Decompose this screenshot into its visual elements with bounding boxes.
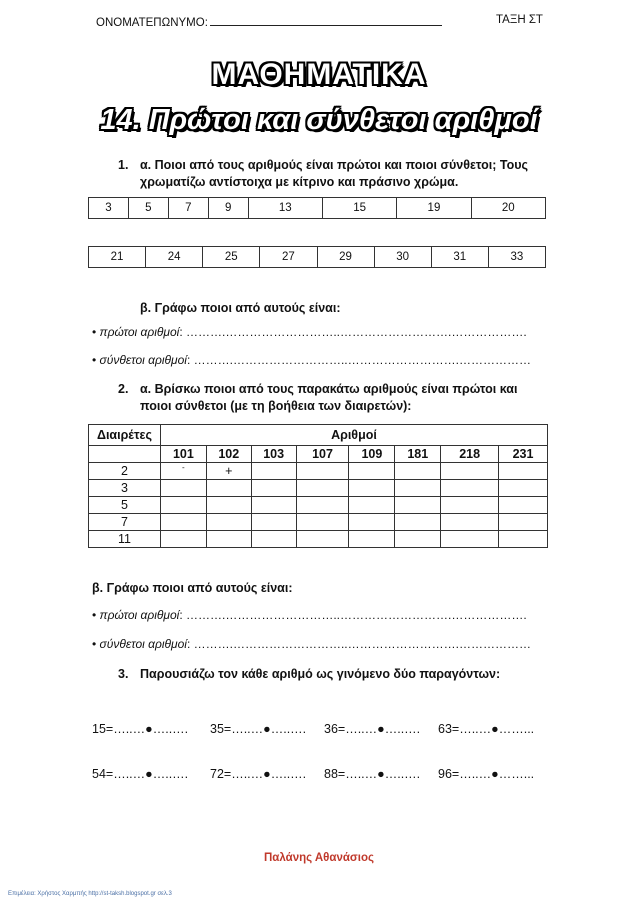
- table-row: [89, 514, 548, 531]
- class-label: ΤΑΞΗ ΣΤ: [496, 14, 543, 26]
- product-left: 63=…..…: [438, 722, 492, 736]
- product-right: ……...: [498, 722, 535, 736]
- q2-composite-line: • σύνθετοι αριθμοί: ……….………………………..……………………….………………: [92, 637, 531, 651]
- product-left: 96=…..…: [438, 767, 492, 781]
- q2-composite-label: σύνθετοι αριθμοί: [99, 637, 187, 651]
- q3-number: 3.: [118, 667, 129, 681]
- product-item[interactable]: 35=…..…●…..….: [210, 722, 307, 736]
- answer-cell[interactable]: [296, 514, 349, 531]
- number-header: 181: [395, 446, 441, 463]
- answer-cell[interactable]: [160, 497, 206, 514]
- q1-cell[interactable]: 24: [146, 247, 203, 268]
- q2-primes-line: • πρώτοι αριθμοί: ……….………………………..……………………….……………….: [92, 608, 527, 622]
- table-row: [89, 531, 548, 548]
- divisor-cell: 3: [89, 480, 161, 497]
- answer-cell[interactable]: [349, 480, 395, 497]
- q3-text: Παρουσιάζω τον κάθε αριθμό ως γινόμενο δύο παραγόντων:: [140, 667, 501, 681]
- product-item[interactable]: 88=…..…●…..….: [324, 767, 421, 781]
- answer-cell[interactable]: [251, 480, 296, 497]
- product-left: 54=…..…: [92, 767, 146, 781]
- answer-cell[interactable]: [395, 497, 441, 514]
- q1-text-line2: χρωματίζω αντίστοιχα με κίτρινο και πράσινο χρώμα.: [140, 175, 459, 189]
- answer-cell[interactable]: [499, 497, 548, 514]
- answer-cell[interactable]: [395, 531, 441, 548]
- q2b-prompt: β. Γράφω ποιοι από αυτούς είναι:: [92, 581, 293, 595]
- answer-cell[interactable]: [441, 480, 499, 497]
- answer-cell[interactable]: [395, 514, 441, 531]
- answer-cell[interactable]: [296, 531, 349, 548]
- q1-number: 1.: [118, 158, 129, 172]
- q1-text-line1: α. Ποιοι από τους αριθμούς είναι πρώτοι και ποιοι σύνθετοι; Τους: [140, 158, 528, 172]
- numbers-header: Αριθμοί: [160, 425, 547, 446]
- product-left: 88=…..…: [324, 767, 378, 781]
- answer-cell[interactable]: +: [206, 463, 251, 480]
- sub-title: 14. Πρώτοι και σύνθετοι αριθμοί: [100, 104, 538, 136]
- product-right: …..….: [270, 722, 307, 736]
- product-item[interactable]: 96=…..…●……...: [438, 767, 535, 781]
- answer-cell[interactable]: [160, 531, 206, 548]
- q2-prompt: [118, 381, 548, 415]
- answer-cell[interactable]: [349, 531, 395, 548]
- author-name: Παλάνης Αθανάσιος: [264, 852, 374, 864]
- answer-cell[interactable]: [251, 463, 296, 480]
- answer-cell[interactable]: [499, 463, 548, 480]
- q3-row2: [92, 767, 562, 781]
- divisor-cell: 11: [89, 531, 161, 548]
- q1-cell[interactable]: 31: [431, 247, 488, 268]
- q1-primes-line: • πρώτοι αριθμοί: ……….………………………..……………………….……………….: [92, 325, 527, 339]
- table-row: [89, 463, 548, 480]
- q1-cell[interactable]: 29: [317, 247, 374, 268]
- answer-cell[interactable]: [499, 514, 548, 531]
- product-item[interactable]: 72=…..…●…..….: [210, 767, 307, 781]
- divisors-header: Διαιρέτες: [89, 425, 161, 446]
- divisor-cell: 5: [89, 497, 161, 514]
- answer-cell[interactable]: [251, 531, 296, 548]
- q1-cell[interactable]: 5: [128, 198, 168, 219]
- product-left: 35=…..…: [210, 722, 264, 736]
- q1-table-row2: [88, 246, 546, 268]
- answer-cell[interactable]: [206, 514, 251, 531]
- q1-composite-line: • σύνθετοι αριθμοί: ……….………………………..……………………….………………: [92, 353, 531, 367]
- product-right: ……...: [498, 767, 535, 781]
- answer-cell[interactable]: [499, 531, 548, 548]
- q2-primes-label: πρώτοι αριθμοί: [99, 608, 180, 622]
- q1-primes-dots[interactable]: : ……….………………………..……………………….……………….: [179, 325, 527, 339]
- name-underline: [210, 14, 442, 26]
- q3-prompt: [118, 666, 500, 683]
- product-right: …..….: [384, 722, 421, 736]
- q1-composite-label: σύνθετοι αριθμοί: [99, 353, 187, 367]
- answer-cell[interactable]: [441, 531, 499, 548]
- product-item[interactable]: 63=…..…●……...: [438, 722, 535, 736]
- number-header: 109: [349, 446, 395, 463]
- q1-cell[interactable]: 3: [89, 198, 129, 219]
- product-item[interactable]: 36=…..…●…..….: [324, 722, 421, 736]
- number-header: 103: [251, 446, 296, 463]
- answer-cell[interactable]: [349, 497, 395, 514]
- answer-cell[interactable]: [206, 497, 251, 514]
- q1-cell[interactable]: 21: [89, 247, 146, 268]
- q1b-prompt: β. Γράφω ποιοι από αυτούς είναι:: [140, 301, 341, 315]
- divisor-cell: 2: [89, 463, 161, 480]
- answer-cell[interactable]: [296, 497, 349, 514]
- product-item[interactable]: 54=…..…●…..….: [92, 767, 189, 781]
- q1-cell[interactable]: 15: [322, 198, 396, 219]
- answer-cell[interactable]: [441, 463, 499, 480]
- header-spacer: [89, 446, 161, 463]
- q1-cell[interactable]: 20: [471, 198, 545, 219]
- answer-cell[interactable]: [160, 480, 206, 497]
- product-right: …..….: [270, 767, 307, 781]
- table-row: [89, 497, 548, 514]
- product-right: …..….: [384, 767, 421, 781]
- q2-composite-dots[interactable]: : ……….………………………..……………………….………………: [186, 637, 531, 651]
- q1-composite-dots[interactable]: : ……….………………………..……………………….………………: [186, 353, 531, 367]
- number-header: 102: [206, 446, 251, 463]
- product-right: …..….: [152, 767, 189, 781]
- answer-cell[interactable]: [395, 480, 441, 497]
- answer-cell[interactable]: [349, 463, 395, 480]
- answer-cell[interactable]: [395, 463, 441, 480]
- answer-cell[interactable]: [296, 480, 349, 497]
- name-field: [96, 14, 442, 29]
- q1-cell[interactable]: 27: [260, 247, 317, 268]
- q2-number: 2.: [118, 382, 129, 396]
- product-left: 72=…..…: [210, 767, 264, 781]
- answer-cell[interactable]: [251, 514, 296, 531]
- q1-cell[interactable]: 9: [208, 198, 248, 219]
- main-title: ΜΑΘΗΜΑΤΙΚΑ: [211, 58, 427, 91]
- answer-cell[interactable]: [206, 480, 251, 497]
- divisors-table: [88, 424, 548, 548]
- q3-row1: [92, 722, 562, 736]
- q1-cell[interactable]: 19: [397, 198, 471, 219]
- answer-cell[interactable]: [206, 531, 251, 548]
- divisor-cell: 7: [89, 514, 161, 531]
- q2-text-line1: α. Βρίσκω ποιοι από τους παρακάτω αριθμούς είναι πρώτοι και: [140, 382, 518, 396]
- answer-cell[interactable]: -: [160, 463, 206, 480]
- answer-cell[interactable]: [296, 463, 349, 480]
- footer-credit: Επιμέλεια: Χρήστος Χαρμπής http://st-taksh.blogspot.gr σελ.3: [8, 891, 172, 897]
- q1-prompt: [118, 157, 548, 191]
- number-header: 107: [296, 446, 349, 463]
- q1-primes-label: πρώτοι αριθμοί: [99, 325, 180, 339]
- answer-cell[interactable]: [251, 497, 296, 514]
- table-row: [89, 480, 548, 497]
- number-header: 218: [441, 446, 499, 463]
- product-left: 36=…..…: [324, 722, 378, 736]
- answer-cell[interactable]: [160, 514, 206, 531]
- answer-cell[interactable]: [349, 514, 395, 531]
- answer-cell[interactable]: [499, 480, 548, 497]
- number-header: 101: [160, 446, 206, 463]
- q2-text-line2: ποιοι σύνθετοι (με τη βοήθεια των διαιρετών):: [140, 399, 412, 413]
- q1-cell[interactable]: 13: [248, 198, 322, 219]
- product-right: …..….: [152, 722, 189, 736]
- product-item[interactable]: 15=…..…●…..….: [92, 722, 189, 736]
- q1-cell[interactable]: 33: [488, 247, 545, 268]
- answer-cell[interactable]: [441, 514, 499, 531]
- name-label: ΟΝΟΜΑΤΕΠΩΝΥΜΟ:: [96, 17, 208, 29]
- q1-cell[interactable]: 7: [168, 198, 208, 219]
- product-left: 15=…..…: [92, 722, 146, 736]
- q2-primes-dots[interactable]: : ……….………………………..……………………….……………….: [179, 608, 527, 622]
- answer-cell[interactable]: [441, 497, 499, 514]
- q1-table-row1: [88, 197, 546, 219]
- number-header: 231: [499, 446, 548, 463]
- q1-cell[interactable]: 25: [203, 247, 260, 268]
- q1-cell[interactable]: 30: [374, 247, 431, 268]
